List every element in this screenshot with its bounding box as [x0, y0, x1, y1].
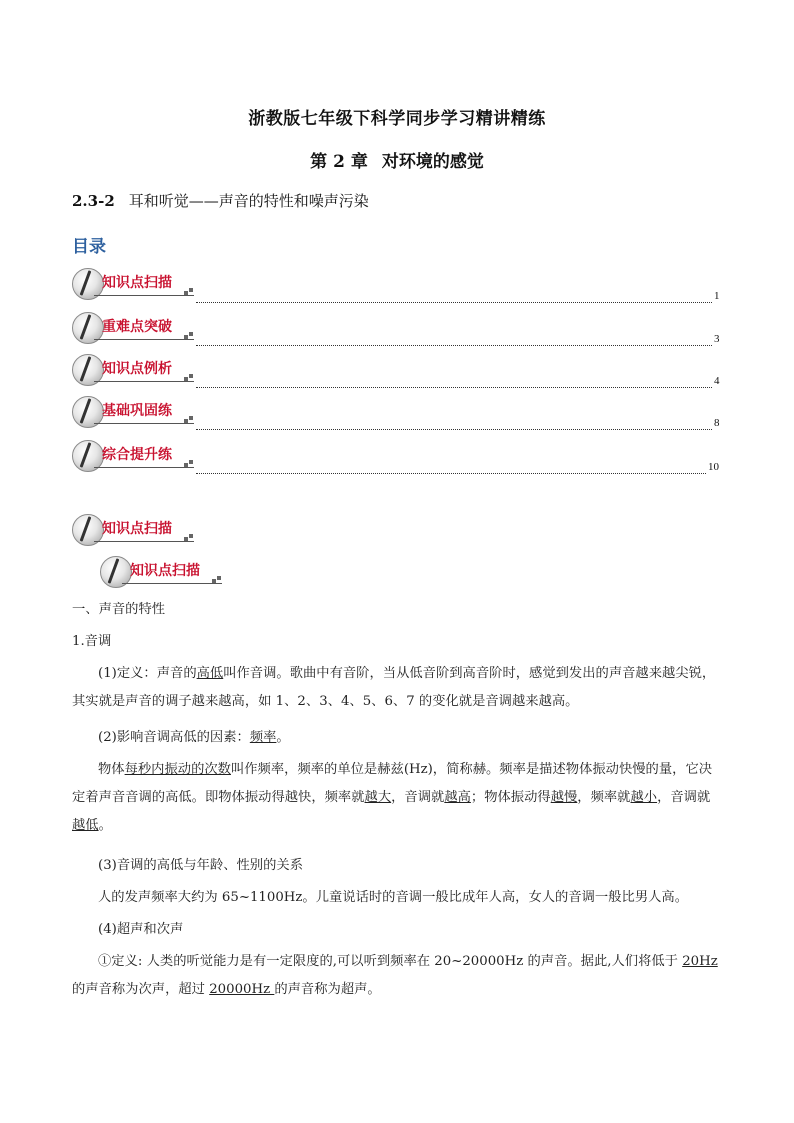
toc-item-label: 综合提升练 — [102, 447, 172, 463]
toc-leader — [196, 375, 712, 388]
badge-underline — [94, 423, 194, 424]
toc-item-label: 知识点例析 — [102, 361, 172, 377]
squares-icon — [184, 416, 194, 424]
underlined-term: 越小 — [630, 790, 658, 805]
badge-underline — [94, 339, 194, 340]
badge-underline — [94, 467, 194, 468]
toc-leader — [196, 417, 712, 430]
badge-underline — [94, 541, 194, 542]
squares-icon — [184, 288, 194, 296]
underlined-term: 越低 — [72, 818, 99, 833]
section-name: 耳和听觉——声音的特性和噪声污染 — [128, 192, 369, 210]
underlined-term: 频率 — [249, 730, 277, 745]
squares-icon — [184, 332, 194, 340]
document-title: 浙教版七年级下科学同步学习精讲精练 — [248, 109, 546, 129]
badge-label: 知识点扫描 — [130, 563, 200, 579]
badge-underline — [94, 295, 194, 296]
underlined-term: 每秒内振动的次数 — [124, 762, 231, 777]
subsection-badge-knowledge-scan — [100, 556, 230, 588]
badge-label: 知识点扫描 — [102, 521, 172, 537]
toc-item-label: 重难点突破 — [102, 319, 172, 335]
toc-page-number: 4 — [714, 375, 720, 387]
section-number: 2.3-2 — [72, 192, 115, 210]
heading-ultrasound: (4)超声和次声 — [98, 922, 184, 937]
toc-item-knowledge-scan[interactable] — [72, 268, 202, 300]
heading-pitch: 1.音调 — [72, 634, 112, 649]
toc-item-advanced-practice[interactable] — [72, 440, 202, 472]
toc-heading: 目录 — [72, 237, 106, 257]
squares-icon — [184, 460, 194, 468]
toc-item-examples[interactable] — [72, 354, 202, 386]
underlined-term: 越高 — [444, 790, 471, 805]
toc-page-number: 1 — [714, 290, 720, 302]
underlined-term: 20Hz — [682, 954, 718, 969]
section-badge-knowledge-scan — [72, 514, 202, 546]
underlined-term: 越大 — [364, 790, 392, 805]
chapter-prefix: 第 2 章 — [310, 152, 368, 172]
heading-sound-properties: 一、声音的特性 — [72, 602, 166, 617]
toc-leader — [196, 333, 712, 346]
squares-icon — [184, 374, 194, 382]
paragraph-age-gender: (3)音调的高低与年龄、性别的关系 — [98, 858, 303, 873]
paragraph-voice-frequency: 人的发声频率大约为 65~1100Hz。儿童说话时的音调一般比成年人高，女人的音调一般比男人高。 — [98, 890, 689, 905]
squares-icon — [212, 576, 222, 584]
toc-item-label: 基础巩固练 — [102, 403, 172, 419]
squares-icon — [184, 534, 194, 542]
paragraph-frequency: 物体每秒内振动的次数叫作频率，频率的单位是赫兹(Hz)，简称赫。频率是描述物体振动快慢的量，它决定着声音音调的高低。即物体振动得越快，频率就越大，音调就越高；物体振动得越慢，频率就越小，音调就越低。 — [72, 762, 713, 833]
paragraph-ultrasound-definition: ①定义: 人类的听觉能力是有一定限度的,可以听到频率在 20~20000Hz 的声音。据此,人们将低于 20Hz 的声音称为次声，超过 20000Hz 的声音称为超声。 — [72, 954, 718, 997]
toc-page-number: 3 — [714, 333, 720, 345]
toc-page-number: 8 — [714, 417, 720, 429]
toc-page-number: 10 — [708, 461, 719, 473]
toc-item-label: 知识点扫描 — [102, 275, 172, 291]
toc-leader — [196, 290, 712, 303]
underlined-term: 高低 — [196, 666, 224, 681]
chapter-name: 对环境的感觉 — [381, 152, 484, 172]
toc-item-key-points[interactable] — [72, 312, 202, 344]
paragraph-factors: (2)影响音调高低的因素：频率。 — [98, 730, 290, 745]
badge-underline — [122, 583, 222, 584]
toc-item-basic-practice[interactable] — [72, 396, 202, 428]
toc-leader — [196, 461, 706, 474]
underlined-term: 越慢 — [550, 790, 578, 805]
badge-underline — [94, 381, 194, 382]
chapter-title — [0, 147, 794, 172]
underlined-term: 20000Hz — [209, 982, 275, 997]
section-title — [72, 190, 369, 211]
paragraph-definition: (1)定义：声音的高低叫作音调。歌曲中有音阶，当从低音阶到高音阶时，感觉到发出的声音越来越尖锐，其实就是声音的调子越来越高，如 1、2、3、4、5、6、7 的变化就是音调越来越高。 — [72, 666, 716, 709]
